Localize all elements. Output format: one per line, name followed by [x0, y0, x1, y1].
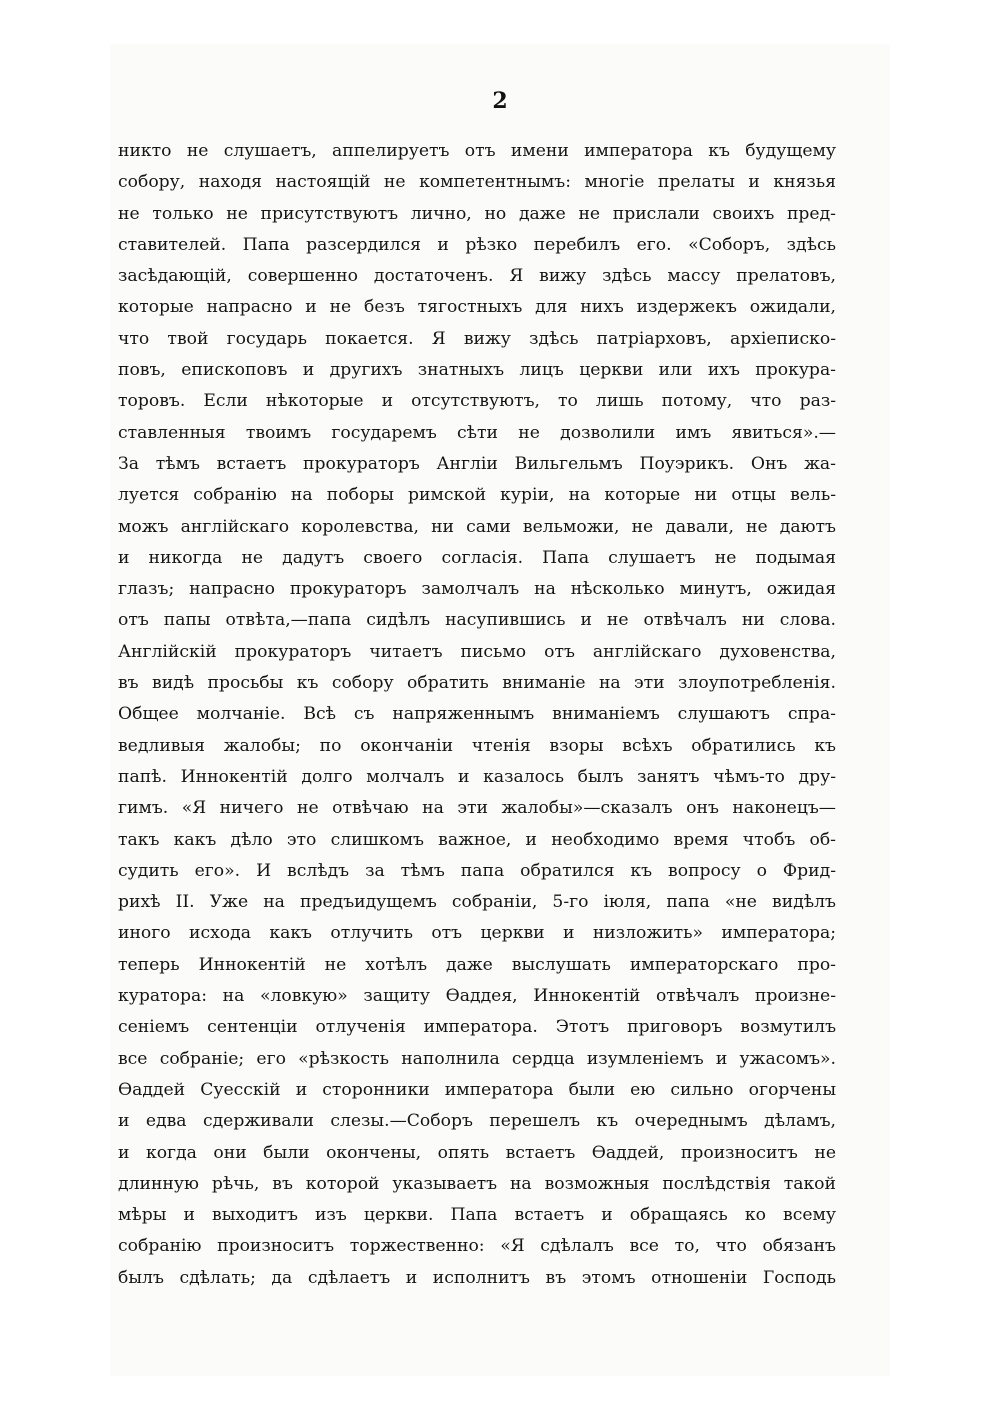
text-line: Ѳаддей Суесскій и сторонники императора были ею сильно огорчены — [118, 1079, 836, 1100]
text-line: и когда они были окончены, опять встаетъ Ѳаддей, произноситъ не — [118, 1142, 836, 1163]
text-line: можъ англійскаго королевства, ни сами вельможи, не давали, не даютъ — [118, 516, 836, 537]
text-line: папѣ. Иннокентій долго молчалъ и казалось былъ занятъ чѣмъ-то дру- — [118, 766, 836, 787]
text-line: длинную рѣчь, въ которой указываетъ на возможныя послѣдствія такой — [118, 1173, 836, 1194]
text-line: куратора: на «ловкую» защиту Ѳаддея, Иннокентій отвѣчалъ произне- — [118, 986, 836, 1007]
text-line: луется собранію на поборы римской куріи, на которые ни отцы вель- — [118, 485, 836, 506]
text-line: сеніемъ сентенціи отлученія императора. Этотъ приговоръ возмутилъ — [118, 1017, 836, 1038]
text-line: былъ сдѣлать; да сдѣлаетъ и исполнитъ въ этомъ отношеніи Господь — [118, 1267, 836, 1288]
text-line: ставленныя твоимъ государемъ сѣти не дозволили имъ явиться».— — [118, 422, 836, 443]
text-line: торовъ. Если нѣкоторые и отсутствуютъ, то лишь потому, что раз- — [118, 391, 836, 412]
text-line: Общее молчаніе. Всѣ съ напряженнымъ вниманіемъ слушаютъ спра- — [118, 704, 836, 725]
text-line: глазъ; напрасно прокураторъ замолчалъ на нѣсколько минутъ, ожидая — [118, 579, 836, 600]
text-line: собранію произноситъ торжественно: «Я сдѣлалъ все то, что обязанъ — [118, 1236, 836, 1257]
text-line: мѣры и выходитъ изъ церкви. Папа встаетъ и обращаясь ко всему — [118, 1205, 836, 1226]
text-line: иного исхода какъ отлучить отъ церкви и низложить» императора; — [118, 923, 836, 944]
text-line: никто не слушаетъ, аппелируетъ отъ имени императора къ будущему — [118, 141, 836, 161]
text-line: рихѣ II. Уже на предъидущемъ собраніи, 5-го іюля, папа «не видѣлъ — [118, 892, 836, 913]
body-text — [118, 136, 836, 1294]
text-line: не только не присутствуютъ лично, но даже не прислали своихъ пред- — [118, 203, 836, 224]
text-line: и едва сдерживали слезы.—Соборъ перешелъ къ очереднымъ дѣламъ, — [118, 1111, 836, 1132]
text-line: въ видѣ просьбы къ собору обратить вниманіе на эти злоупотребленія. — [118, 673, 836, 694]
text-line: гимъ. «Я ничего не отвѣчаю на эти жалобы»—сказалъ онъ наконецъ— — [118, 798, 836, 819]
text-line: все собраніе; его «рѣзкость наполнила сердца изумленіемъ и ужасомъ». — [118, 1048, 836, 1069]
text-line: теперь Иннокентій не хотѣлъ даже выслушать императорскаго про- — [118, 954, 836, 975]
text-line: отъ папы отвѣта,—папа сидѣлъ насупившись и не отвѣчалъ ни слова. — [118, 610, 836, 631]
text-line: и никогда не дадутъ своего согласія. Папа слушаетъ не подымая — [118, 547, 836, 568]
text-line: судить его». И вслѣдъ за тѣмъ папа обратился къ вопросу о Фрид- — [118, 860, 836, 881]
text-line: ведливыя жалобы; по окончаніи чтенія взоры всѣхъ обратились къ — [118, 735, 836, 756]
text-line: ставителей. Папа разсердился и рѣзко перебилъ его. «Соборъ, здѣсь — [118, 234, 836, 255]
text-line: такъ какъ дѣло это слишкомъ важное, и необходимо время чтобъ об- — [118, 829, 836, 850]
text-line: собору, находя настоящій не компетентнымъ: многіе прелаты и князья — [118, 172, 836, 193]
text-line: которые напрасно и не безъ тягостныхъ для нихъ издержекъ ожидали, — [118, 297, 836, 318]
text-line: что твой государь покается. Я вижу здѣсь патріарховъ, архіеписко- — [118, 328, 836, 349]
text-line: Англійскій прокураторъ читаетъ письмо отъ англійскаго духовенства, — [118, 641, 836, 662]
text-line: За тѣмъ встаетъ прокураторъ Англіи Вильгельмъ Поуэрикъ. Онъ жа- — [118, 453, 836, 474]
text-line: засѣдающій, совершенно достаточенъ. Я вижу здѣсь массу прелатовъ, — [118, 266, 836, 287]
text-line: повъ, епископовъ и другихъ знатныхъ лицъ церкви или ихъ прокура- — [118, 360, 836, 381]
page-number: 2 — [492, 88, 508, 114]
